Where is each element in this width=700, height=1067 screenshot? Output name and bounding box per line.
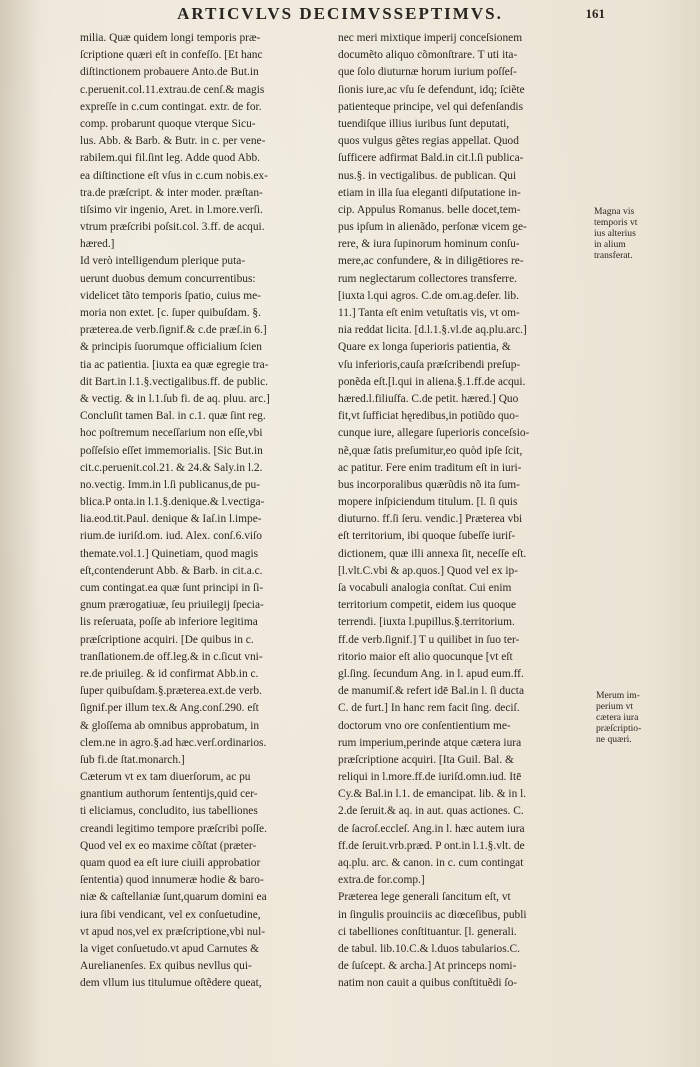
text-line: lia.eod.tit.Paul. denique & Iaſ.in l.impe- [80, 513, 262, 526]
text-line: nec meri mixtique imperij conceſsionem [338, 32, 523, 44]
margin-note-line: transferat. [594, 250, 633, 261]
text-line: ff.de ſeruit.vrb.præd. P ont.in l.1.§.vlt. de [338, 839, 525, 852]
text-line: ff.de verb.ſignif.] T u quilibet in ſuo ter- [338, 633, 520, 646]
text-line: aq.plu. arc. & canon. in c. cum contingat [338, 857, 524, 869]
text-line: Quare ex longa ſuperioris patientia, & [338, 341, 511, 354]
text-line: Præterea lege generali ſancitum eſt, vt [338, 891, 511, 904]
text-line: expreſſe in c.cum contingat. extr. de for. [80, 100, 262, 113]
text-line: in ſingulis prouinciis ac diœceſibus, publi [338, 908, 527, 921]
margin-note-line: ius alterius [594, 228, 636, 239]
text-line: Aurelianenſes. Ex quibus nevllus qui- [80, 960, 252, 973]
text-line: rabilem.qui fil.ſint leg. Adde quod Abb. [80, 152, 261, 165]
text-line: ſa vocabuli analogia conſtat. Cui enim [338, 582, 512, 594]
margin-note-merum-imperium [596, 690, 668, 745]
text-line: lis reſeruata, poſſe ab inferiore legitima [80, 616, 258, 629]
text-line: ſignif.per illum tex.& Ang.conſ.290. eſt [80, 702, 259, 715]
text-line: Quod vel ex eo maxime cõſtat (præter- [80, 839, 257, 852]
text-line: diſtinctionem probauere Anto.de But.in [80, 66, 259, 79]
text-line: quos vulgus gẽtes regias appellat. Quod [338, 135, 519, 148]
text-line: vſu inferioris,cauſa præſcribendi preſup- [338, 358, 521, 371]
text-line: themate.vol.1.] Quinetiam, quod magis [80, 547, 259, 560]
text-line: no.vectig. Imm.in l.ſi publicanus,de pu- [80, 478, 261, 491]
text-line: gnum prærogatiuæ, ſeu priuilegij ſpecia- [80, 599, 264, 612]
text-line: hæred.l.filiuſfa. C.de petit. hæred.] Quo [338, 392, 519, 405]
text-line: ſufficere adfirmat Bald.in cit.l.ſi publica- [338, 152, 524, 165]
margin-note-line: Magna vis [594, 206, 635, 217]
text-line: de tabul. lib.10.C.& l.duos tabularios.C. [338, 942, 520, 955]
text-line: [iuxta l.qui agros. C.de om.ag.deſer. lib. [338, 289, 519, 302]
text-line: mopere inſpiciendum titulum. [l. ſi quis [338, 496, 518, 509]
text-line: & vectig. & in l.1.ſub fi. de aq. pluu. arc.] [80, 392, 270, 405]
text-line: tra.de præſcript. & inter moder. præſtan- [80, 186, 263, 199]
text-line: eſt territorium, ibi quoque ſubeſſe iuriſ- [338, 530, 516, 543]
text-line: præſcriptione acquiri. [De quibus in c. [80, 633, 254, 646]
text-line: rum neglectarum collectores transferre. [338, 272, 517, 285]
margin-note-line: præſcriptio- [596, 723, 642, 734]
text-line: ſuper quibuſdam.§.præterea.ext.de verb. [80, 685, 262, 698]
text-line: uerunt duobus demum concurrentibus: [80, 272, 256, 285]
text-line: moria non extet. [c. ſuper quibuſdam. §. [80, 307, 261, 319]
text-line: documẽto aliquo cõmonſtrare. T uti ita- [338, 49, 518, 62]
text-line: nus.§. in vectigalibus. de publican. Qui [338, 169, 517, 182]
text-line: niæ & caſtellaniæ ſunt,quarum domini ea [80, 891, 267, 904]
text-line: vt apud nos,vel ex præſcriptione,vbi nul- [80, 925, 266, 938]
margin-note-line: Merum im- [596, 690, 640, 701]
text-line: vtrum præſcribi poſsit.col. 3.ff. de acqui. [80, 221, 265, 234]
text-line: cit.c.peruenit.col.21. & 24.& Saly.in l.2. [80, 461, 263, 474]
text-line: ſub fi.de ſtat.monarch.] [80, 753, 185, 766]
text-line: extra.de for.comp.] [338, 874, 425, 887]
text-line: C. de furt.] In hanc rem facit ſing. deciſ. [338, 702, 520, 715]
text-line: creandi legitimo tempore præſcribi poſſe. [80, 822, 267, 835]
running-head [0, 4, 700, 30]
text-line: hæred.] [80, 238, 115, 251]
text-line: pus ipſum in alienãdo, perſonæ vicem ge- [338, 221, 527, 234]
text-line: dictionem, quæ illi annexa ſit, neceſſe eſt. [338, 547, 527, 560]
text-line: ea diſtinctione eſt vſus in c.cum nobis.ex- [80, 169, 268, 182]
text-line: & principis ſuorumque officialium ſcien [80, 341, 262, 354]
text-line: nẽ,quæ ſatis preſumitur,eo quòd ipſe ſcit, [338, 444, 523, 457]
text-line: tranſlationem.de off.leg.& in c.ſicut vni- [80, 650, 263, 663]
page-number: 161 [585, 6, 605, 21]
text-line: rere, & iura ſupinorum hominum conſu- [338, 238, 520, 251]
text-line: tiſsimo vir ingenio, Aret. in l.more.verſi. [80, 203, 263, 216]
text-line: nia reddat licita. [d.l.1.§.vl.de aq.plu.arc.] [338, 324, 527, 337]
text-line: patienteque principe, vel qui defenſandis [338, 100, 524, 113]
text-line: de ſuſcept. & archa.] At princeps nomi- [338, 960, 517, 973]
text-line: cip. Appulus Romanus. belle docet,tem- [338, 203, 521, 216]
text-line: iura ſibi vendicant, vel ex conſuetudine, [80, 908, 261, 921]
margin-note-temporis [594, 206, 666, 261]
text-line: Cy.& Bal.in l.1. de emancipat. lib. & in l. [338, 788, 527, 801]
text-line: videlicet tãto temporis ſpatio, cuius me- [80, 289, 261, 302]
text-line: poſſeſsio eſſet immemorialis. [Sic But.in [80, 444, 263, 457]
text-line: præſcriptione acquiri. [Ita Guil. Bal. & [338, 753, 514, 766]
text-line: tia ac patientia. [iuxta ea quæ egregie tra- [80, 358, 269, 371]
text-line: cunque iure, allegare ſuperioris conceſsio- [338, 427, 530, 440]
text-line: milia. Quæ quidem longi temporis præ- [80, 32, 261, 44]
text-line: ponẽda eſt.[l.qui in aliena.§.1.ff.de acqui. [338, 375, 526, 388]
text-line: re.de priuileg. & id confirmat Abb.in c. [80, 667, 259, 680]
text-line: ſententia) quod innumeræ hodie & baro- [80, 874, 264, 887]
text-line: rium.de iuriſd.om. iud. Alex. conſ.6.viſo [80, 530, 262, 543]
margin-note-line: temporis vt [594, 217, 638, 228]
text-line: c.peruenit.col.11.extrau.de cenſ.& magis [80, 83, 265, 96]
text-line: la viget conſuetudo.vt apud Carnutes & [80, 942, 260, 955]
text-line: ci tabelliones conſtituantur. [l. generali. [338, 925, 517, 938]
right-text-column [338, 30, 590, 993]
text-line: que ſolo diuturnæ horum iurium poſſeſ- [338, 66, 517, 79]
text-line: fit,vt ſufficiat hęredibus,in potiũdo quo- [338, 410, 519, 423]
left-text-column [80, 30, 332, 993]
text-line: terrendi. [iuxta l.pupillus.§.territorium. [338, 616, 515, 629]
text-line: gnantium authorum ſententijs,quid cer- [80, 788, 258, 801]
margin-note-line: in alium [594, 239, 626, 250]
text-line: blica.P onta.in l.1.§.denique.& l.vectiga- [80, 496, 265, 509]
text-line: gl.ſing. ſecundum Ang. in l. apud eum.ff. [338, 667, 524, 680]
text-line: præterea.de verb.ſignif.& c.de præſ.in 6.] [80, 324, 267, 337]
running-title: ARTICVLVS DECIMVSSEPTIMVS. [177, 4, 503, 23]
margin-note-line: perium vt [596, 701, 634, 712]
text-line: comp. probarunt quoque vterque Sicu- [80, 117, 256, 130]
text-line: bus incorporalibus quærũdis nõ ita ſum- [338, 478, 520, 491]
text-line: 2.de ſeruit.& aq. in aut. quas actiones. C. [338, 805, 524, 818]
text-line: mere,ac confundere, & in diligētiores re- [338, 255, 524, 268]
text-line: territorium competit, eidem ius quoque [338, 599, 517, 612]
margin-note-line: cætera iura [596, 712, 639, 723]
text-line: [l.vlt.C.vbi & ap.quos.] Quod vel ex ip- [338, 564, 519, 577]
text-line: ti eliciamus, concludito, ius tabelliones [80, 805, 258, 818]
text-line: tuendiſque illius iuribus ſunt deputati, [338, 117, 510, 130]
text-line: 11.] Tanta eſt enim vetuſtatis vis, vt om- [338, 307, 520, 319]
text-line: ſcriptione quæri eſt in confeſſo. [Et hanc [80, 49, 263, 62]
text-line: diuturno. ff.ſi ſeru. vendic.] Præterea vbi [338, 513, 523, 526]
text-line: Cæterum vt ex tam diuerſorum, ac pu [80, 771, 251, 784]
text-line: dit Bart.in l.1.§.vectigalibus.ff. de public. [80, 375, 269, 388]
text-line: ſionis iure,ac vſu ſe defendunt, idq; ſciẽte [338, 83, 525, 96]
text-line: de manumiſ.& refert idē Bal.in l. ſi ducta [338, 685, 524, 698]
text-line: clem.ne in agro.§.ad hæc.verſ.ordinarios. [80, 736, 267, 749]
gutter-shadow [0, 0, 40, 1067]
text-line: lus. Abb. & Barb. & Butr. in c. per vene- [80, 135, 266, 148]
text-line: de ſacroſ.eccleſ. Ang.in l. hæc autem iura [338, 822, 525, 835]
text-line: doctorum vno ore conſentientium me- [338, 719, 511, 732]
margin-note-line: ne quæri. [596, 734, 632, 745]
text-line: dem vllum ius titulumue oſtẽdere queat, [80, 977, 262, 990]
text-line: & gloſſema ab omnibus approbatum, in [80, 719, 260, 732]
text-line: rum imperium,perinde atque cætera iura [338, 736, 522, 749]
text-line: natim non cauit a quibus conſtituẽdi ſo- [338, 977, 518, 990]
text-line: reliqui in l.more.ff.de iuriſd.omn.iud. Itē [338, 771, 522, 784]
text-line: eſt,contenderunt Abb. & Barb. in cit.a.c. [80, 564, 263, 577]
text-line: Concluſit tamen Bal. in c.1. quæ ſint reg. [80, 410, 266, 423]
text-line: cum contingat.ea quæ ſunt principi in ſi- [80, 582, 264, 594]
text-line: ac patitur. Fere enim traditum eſt in iuri- [338, 461, 522, 474]
text-line: quam quod ea eſt iure ciuili approbatior [80, 857, 261, 869]
text-line: etiam in illa ſua eleganti diſputatione in- [338, 186, 521, 199]
text-line: ritorio maior eſt alio quocunque [vt eſt [338, 650, 513, 663]
text-line: Id verò intelligendum plerique puta- [80, 255, 246, 268]
text-line: hoc poſtremum neceſſarium non eſſe,vbi [80, 427, 263, 440]
